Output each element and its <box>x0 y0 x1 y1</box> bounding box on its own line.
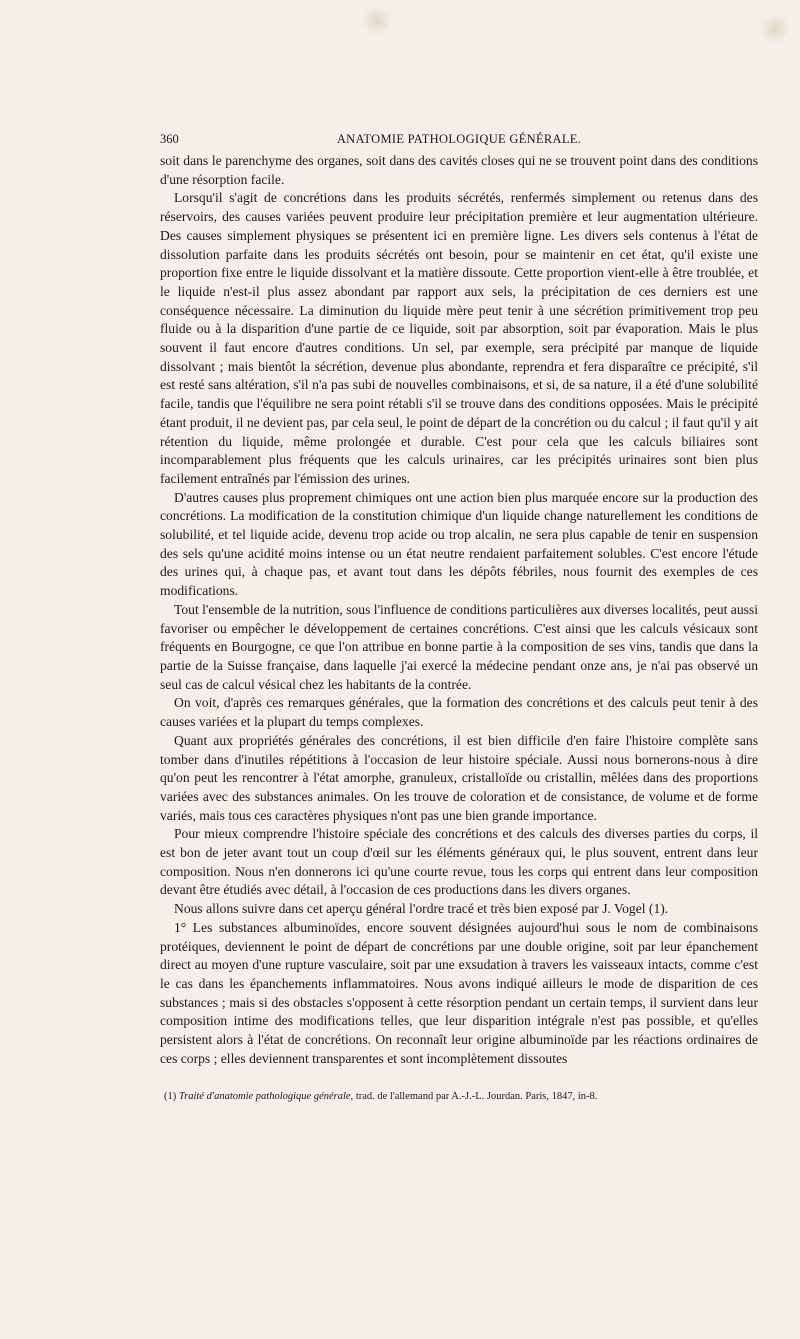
footnote <box>164 1090 758 1104</box>
paper-stain <box>760 14 790 44</box>
page-header <box>160 132 758 152</box>
paragraph: D'autres causes plus proprement chimiques ont une action bien plus marquée encore sur la production des concrétions. La modification de la constitution chimique d'un liquide change naturellement les conditions de solubilité, et tel liquide acide, devenu trop acide ou trop alcalin, ne sera plus capable de tenir en suspension des sels qu'une acidité moins intense ou un état neutre rendaient parfaitement solubles. C'est encore l'étude des urines qui, à chaque pas, et avant tout dans les dépôts fébriles, nous fournit des exemples de ces modifications. <box>160 489 758 599</box>
running-title: ANATOMIE PATHOLOGIQUE GÉNÉRALE. <box>336 132 582 146</box>
page-number: 360 <box>160 132 179 146</box>
paragraph: Quant aux propriétés générales des concrétions, il est bien difficile d'en faire l'histoire complète sans tomber dans d'inutiles répétitions à l'occasion de leur histoire spéciale. Aussi nous bornerons-nous à dire qu'on peut les rencontrer à l'état amorphe, granuleux, cristalloïde ou cristallin, mêlées dans des proportions variées avec des substances animales. On les trouve de coloration et de consistance, de volume et de forme variés, mais tous ces caractères physiques n'ont pas une bien grande importance. <box>160 732 758 823</box>
footnote-text: trad. de l'allemand par A.-J.-L. Jourdan. Paris, 1847, in-8. <box>353 1091 598 1102</box>
paragraph: Pour mieux comprendre l'histoire spéciale des concrétions et des calculs des diverses parties du corps, il est bon de jeter avant tout un coup d'œil sur les éléments généraux qui, le plus souvent, entrent dans leur composition. Nous n'en donnerons ici qu'une courte revue, tous les corps qui entrent dans leur composition devant être étudiés avec détail, à l'occasion de ces productions dans les divers organes. <box>160 826 758 898</box>
footnote-marker: (1) <box>164 1091 177 1102</box>
paragraph: 1° Les substances albuminoïdes, encore souvent désignées aujourd'hui sous le nom de combinaisons protéiques, deviennent le point de départ de concrétions par une double origine, soit par leur épanchement direct au moyen d'une rupture vasculaire, soit par une exsudation à travers les vaisseaux intacts, comme c'est le cas dans les épanchements inflammatoires. Nous avons indiqué ailleurs le mode de disparition de ces substances ; mais si des obstacles s'opposent à cette résorption pendant un certain temps, il survient dans leur composition intime des modifications telles, que leur disparition intégrale n'est pas possible, et qu'elles persistent alors à l'état de concrétions. On reconnaît leur origine albuminoïde par les réactions ordinaires de ces corps ; elles deviennent transparentes et sont incomplètement dissoutes <box>160 919 758 1066</box>
paragraph: Tout l'ensemble de la nutrition, sous l'influence de conditions particulières aux diverses localités, peut aussi favoriser ou empêcher le développement de certaines concrétions. C'est ainsi que les calculs vésicaux sont fréquents en Bourgogne, ce que l'on attribue en bonne partie à la composition de ses vins, tandis que dans la partie de la Suisse française, dans laquelle j'ai exercé la médecine pendant onze ans, je n'ai pas observé un seul cas de calcul vésical chez les habitants de la contrée. <box>160 601 758 692</box>
paragraph: soit dans le parenchyme des organes, soit dans des cavités closes qui ne se trouvent point dans des conditions d'une résorption facile. <box>160 153 758 187</box>
paragraph: Lorsqu'il s'agit de concrétions dans les produits sécrétés, renfermés simplement ou retenus dans des réservoirs, des causes variées peuvent produire leur précipitation première et leur augmentation ultérieure. Des causes simplement physiques se présentent ici en première ligne. Les divers sels contenus à l'état de dissolution parfaite dans les produits sécrétés ont besoin, pour se maintenir en cet état, qu'il existe une proportion fixe entre le liquide dissolvant et la matière dissoute. Cette proportion vient-elle à être troublée, et le liquide n'est-il plus assez abondant par rapport aux sels, la précipitation de ces derniers est une conséquence nécessaire. La diminution du liquide mère peut tenir à une sécrétion primitivement trop peu fluide ou à la disparition d'une partie de ce liquide, soit par absorption, soit par évaporation. Mais le plus souvent il faut encore d'autres conditions. Un sel, par exemple, sera précipité par manque de liquide dissolvant ; mais bientôt la sécrétion, devenue plus abondante, reprendra et fera disparaître ce précipité, s'il est resté sans altération, s'il n'a pas subi de nouvelles combinaisons, et si, de sa nature, il a été d'une solubilité facile, tandis que l'équilibre ne sera point rétabli s'il se trouve dans des conditions opposées. Mais le précipité étant produit, il ne devient pas, par cela seul, le point de départ de la concrétion ou du calcul ; il faut qu'il y ait rétention du liquide, même prolongée et durable. C'est pour cela que les calculs biliaires sont incomparablement plus fréquents que les calculs urinaires, car les précipités urinaires sont bien plus facilement entraînés par l'émission des urines. <box>160 190 758 486</box>
paper-stain <box>362 6 392 36</box>
paragraph: Nous allons suivre dans cet aperçu général l'ordre tracé et très bien exposé par J. Vogel (1). <box>174 901 669 917</box>
paragraph: On voit, d'après ces remarques générales, que la formation des concrétions et des calculs peut tenir à des causes variées et la plupart du temps complexes. <box>160 695 758 730</box>
footnote-title: Traité d'anatomie pathologique générale, <box>178 1091 354 1102</box>
body-text <box>160 152 758 1068</box>
